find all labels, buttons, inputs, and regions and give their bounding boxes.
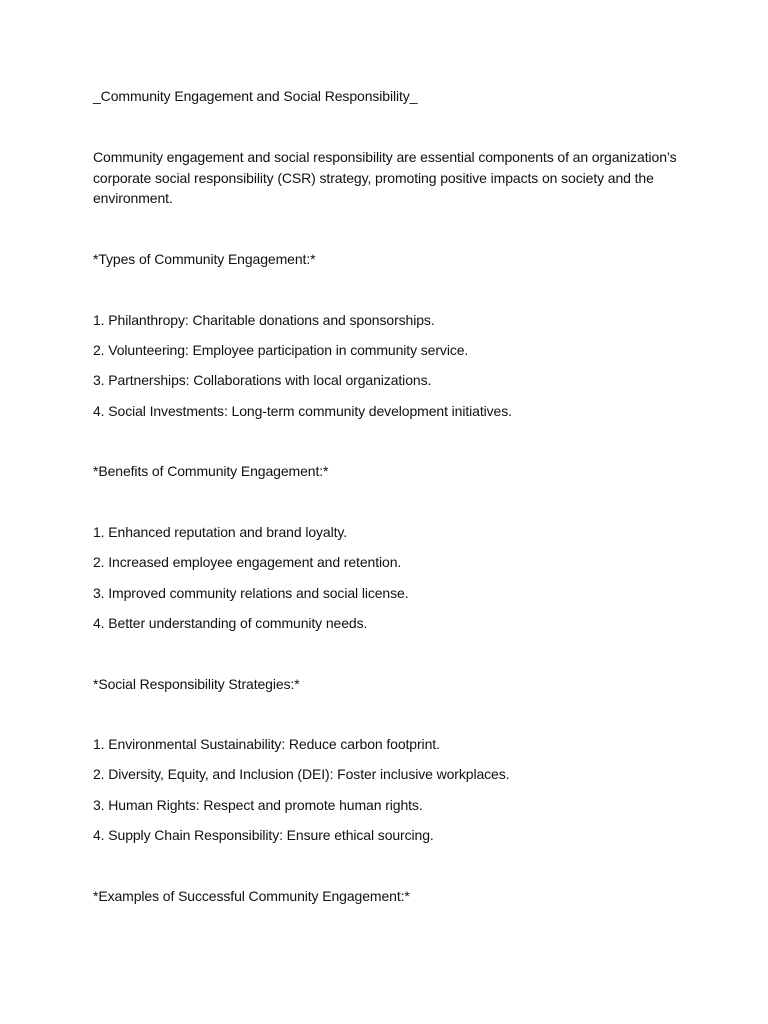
list-item: 2. Volunteering: Employee participation in community service. [93, 342, 469, 358]
intro-paragraph: Community engagement and social responsibility are essential components of an organization’s corporate social responsibility (CSR) strategy, promoting positive impacts on society and the environment. [93, 149, 677, 206]
list-item: 2. Increased employee engagement and retention. [93, 554, 402, 570]
list-item: 2. Diversity, Equity, and Inclusion (DEI): Foster inclusive workplaces. [93, 766, 510, 782]
list-item: 4. Social Investments: Long-term community development initiatives. [93, 403, 512, 419]
list-item: 3. Partnerships: Collaborations with local organizations. [93, 372, 432, 388]
section-heading-strategies: *Social Responsibility Strategies:* [93, 676, 300, 692]
document-title: _Community Engagement and Social Responsibility_ [93, 88, 418, 104]
list-item: 1. Enhanced reputation and brand loyalty. [93, 524, 348, 540]
list-item: 3. Improved community relations and social license. [93, 585, 409, 601]
section-heading-types: *Types of Community Engagement:* [93, 251, 316, 267]
list-item: 4. Better understanding of community needs. [93, 615, 368, 631]
list-item: 4. Supply Chain Responsibility: Ensure ethical sourcing. [93, 827, 434, 843]
list-item: 3. Human Rights: Respect and promote human rights. [93, 797, 423, 813]
section-heading-benefits: *Benefits of Community Engagement:* [93, 463, 329, 479]
list-item: 1. Philanthropy: Charitable donations and sponsorships. [93, 312, 435, 328]
section-heading-examples: *Examples of Successful Community Engagement:* [93, 888, 410, 904]
list-item: 1. Environmental Sustainability: Reduce carbon footprint. [93, 736, 440, 752]
